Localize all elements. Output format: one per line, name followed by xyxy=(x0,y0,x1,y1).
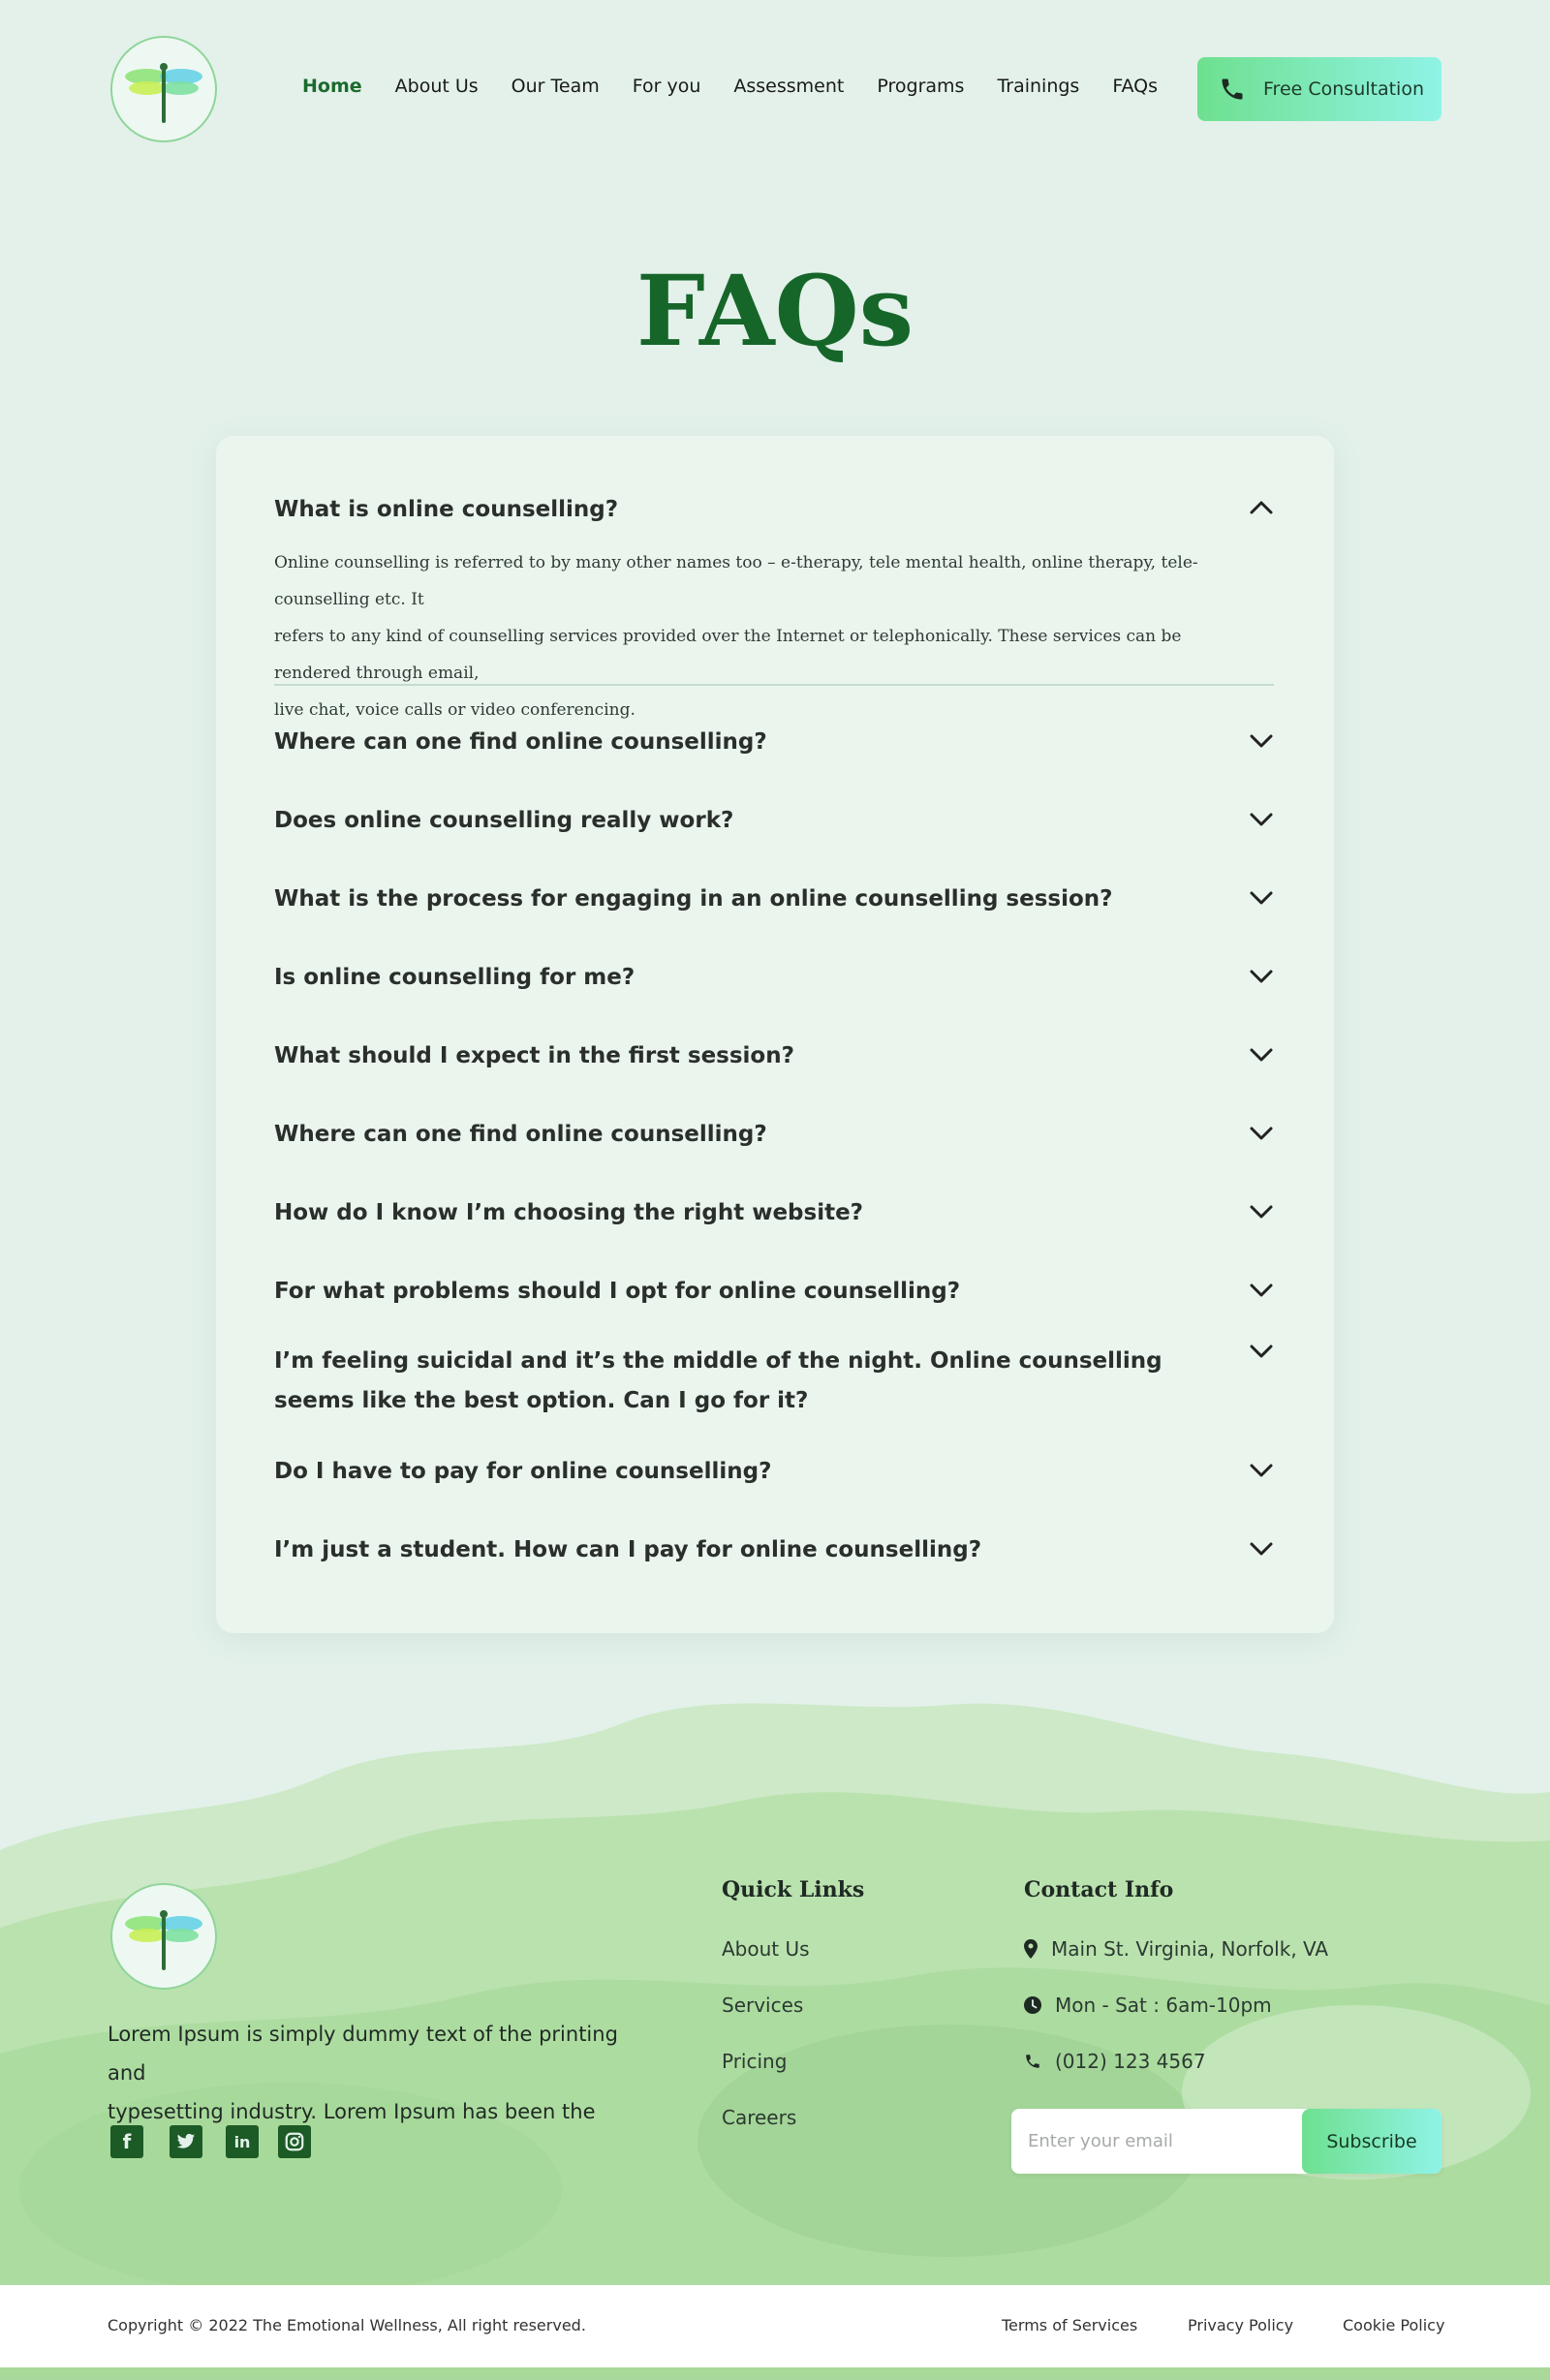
chevron-down-icon[interactable] xyxy=(1249,888,1274,908)
phone-icon xyxy=(1219,76,1246,103)
free-consultation-label: Free Consultation xyxy=(1263,78,1424,100)
faq-divider xyxy=(274,684,1274,686)
faq-question[interactable]: What is the process for engaging in an online counselling session? xyxy=(274,886,1113,912)
faq-question[interactable]: Where can one find online counselling? xyxy=(274,729,767,755)
chevron-down-icon[interactable] xyxy=(1249,1461,1274,1480)
faq-question[interactable]: I’m just a student. How can I pay for online counselling? xyxy=(274,1537,982,1562)
chevron-down-icon[interactable] xyxy=(1249,1045,1274,1065)
contact-hours-text: Mon - Sat : 6am-10pm xyxy=(1055,1994,1272,2017)
copyright-text: Copyright © 2022 The Emotional Wellness, All right reserved. xyxy=(108,2316,586,2334)
site-logo[interactable] xyxy=(110,36,217,142)
nav-home[interactable]: Home xyxy=(302,76,362,97)
page-title: FAQs xyxy=(636,254,914,368)
email-field[interactable] xyxy=(1011,2109,1302,2174)
quick-links-title: Quick Links xyxy=(722,1877,865,1902)
main-nav xyxy=(302,76,1191,97)
footer-about-text xyxy=(108,2015,650,2131)
footer-link-about-us[interactable]: About Us xyxy=(722,1937,810,1961)
nav-about-us[interactable]: About Us xyxy=(394,76,479,97)
free-consultation-button[interactable] xyxy=(1197,57,1442,121)
chevron-down-icon[interactable] xyxy=(1249,731,1274,751)
chevron-down-icon[interactable] xyxy=(1249,1342,1274,1361)
chevron-down-icon[interactable] xyxy=(1249,1539,1274,1559)
faq-question-open[interactable]: What is online counselling? xyxy=(274,497,619,522)
faq-accordion xyxy=(216,436,1334,1633)
contact-phone-text: (012) 123 4567 xyxy=(1055,2050,1206,2073)
clock-icon xyxy=(1024,1996,1041,2014)
contact-hours xyxy=(1024,1994,1272,2017)
instagram-icon[interactable] xyxy=(278,2125,311,2158)
nav-trainings[interactable]: Trainings xyxy=(997,76,1080,97)
site-header xyxy=(0,0,1550,184)
footer-about-line: typesetting industry. Lorem Ipsum has been the xyxy=(108,2100,596,2123)
chevron-down-icon[interactable] xyxy=(1249,810,1274,829)
faq-answer xyxy=(274,544,1253,728)
contact-address-text: Main St. Virginia, Norfolk, VA xyxy=(1051,1937,1329,1961)
nav-faqs[interactable]: FAQs xyxy=(1112,76,1159,97)
nav-assessment[interactable]: Assessment xyxy=(733,76,845,97)
faq-answer-line: Online counselling is referred to by many other names too – e-therapy, tele mental health, online therapy, tele-counselling etc. It xyxy=(274,553,1198,609)
footer-logo[interactable] xyxy=(110,1883,217,1990)
cookie-link[interactable]: Cookie Policy xyxy=(1343,2316,1445,2334)
linkedin-icon[interactable]: in xyxy=(226,2125,259,2158)
contact-info-title: Contact Info xyxy=(1024,1877,1174,1902)
footer-about-line: Lorem Ipsum is simply dummy text of the printing and xyxy=(108,2023,618,2085)
dragonfly-logo-icon xyxy=(120,46,207,133)
nav-for-you[interactable]: For you xyxy=(632,76,701,97)
phone-icon xyxy=(1024,2053,1041,2070)
faq-question[interactable]: I’m feeling suicidal and it’s the middle of the night. Online counselling seems like the best option. Can I go for it? xyxy=(274,1348,1162,1413)
faq-answer-line: refers to any kind of counselling services provided over the Internet or telephonically. These services can be rendered through email, xyxy=(274,627,1182,683)
nav-our-team[interactable]: Our Team xyxy=(511,76,600,97)
twitter-icon[interactable] xyxy=(170,2125,202,2158)
faq-answer-line: live chat, voice calls or video conferencing. xyxy=(274,700,636,720)
nav-programs[interactable]: Programs xyxy=(877,76,965,97)
contact-phone[interactable] xyxy=(1024,2050,1206,2073)
facebook-icon[interactable]: f xyxy=(110,2125,143,2158)
bottom-bar xyxy=(0,2285,1550,2367)
faq-question[interactable]: For what problems should I opt for online counselling? xyxy=(274,1279,961,1304)
faq-question[interactable]: Does online counselling really work? xyxy=(274,808,734,833)
chevron-down-icon[interactable] xyxy=(1249,1202,1274,1221)
map-pin-icon xyxy=(1024,1939,1038,1959)
faq-question[interactable]: What should I expect in the first session? xyxy=(274,1043,794,1068)
newsletter-form xyxy=(1011,2109,1442,2174)
chevron-down-icon[interactable] xyxy=(1249,1281,1274,1300)
privacy-link[interactable]: Privacy Policy xyxy=(1188,2316,1294,2334)
chevron-down-icon[interactable] xyxy=(1249,1124,1274,1143)
faq-question[interactable]: Do I have to pay for online counselling? xyxy=(274,1459,772,1484)
footer-link-services[interactable]: Services xyxy=(722,1994,804,2017)
chevron-down-icon[interactable] xyxy=(1249,967,1274,986)
terms-link[interactable]: Terms of Services xyxy=(1002,2316,1138,2334)
contact-address xyxy=(1024,1937,1328,1961)
bottom-watercolor-strip xyxy=(0,2367,1550,2380)
chevron-up-icon[interactable] xyxy=(1249,498,1274,517)
footer-link-pricing[interactable]: Pricing xyxy=(722,2050,788,2073)
faq-question[interactable]: Is online counselling for me? xyxy=(274,965,636,990)
footer-link-careers[interactable]: Careers xyxy=(722,2106,797,2129)
subscribe-button[interactable]: Subscribe xyxy=(1302,2109,1442,2174)
faq-question[interactable]: Where can one find online counselling? xyxy=(274,1122,767,1147)
dragonfly-logo-icon xyxy=(120,1893,207,1980)
faq-question[interactable]: How do I know I’m choosing the right website? xyxy=(274,1200,864,1225)
